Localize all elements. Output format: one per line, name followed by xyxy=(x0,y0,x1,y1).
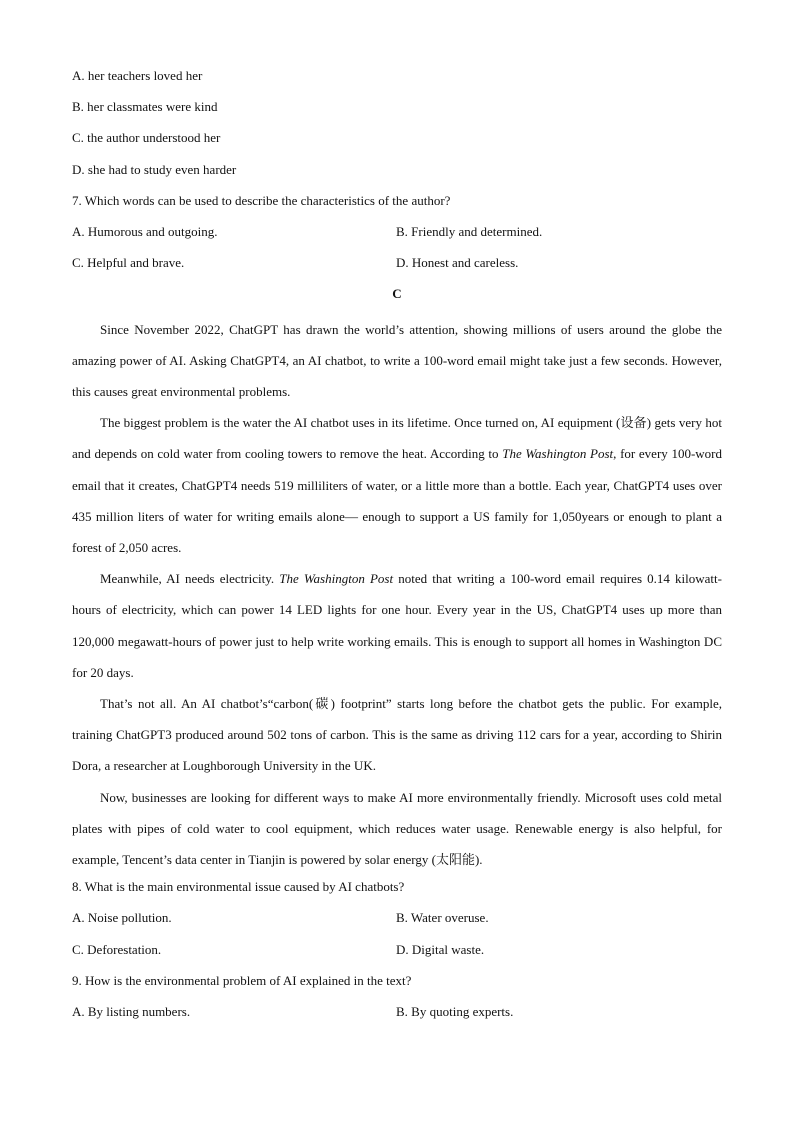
q8-option-b: B. Water overuse. xyxy=(396,910,489,926)
q8-question: 8. What is the main environmental issue caused by AI chatbots? xyxy=(72,879,405,895)
section-title: C xyxy=(392,286,402,302)
q8-option-d: D. Digital waste. xyxy=(396,941,485,957)
q8-option-a: A. Noise pollution. xyxy=(72,910,172,926)
passage-paragraph-2 xyxy=(72,407,722,563)
q6-option-b: B. her classmates were kind xyxy=(72,99,218,115)
q7-question: 7. Which words can be used to describe the characteristics of the author? xyxy=(72,192,451,208)
q6-option-a: A. her teachers loved her xyxy=(72,68,203,83)
q8-options-row-1 xyxy=(72,906,722,937)
paragraph-3-text-b: noted that writing a 100-word email requires 0.14 kilowatt-hours of electricity, which can power 14 LED lights for one hour. Every year in the US, ChatGPT4 uses up more than 120,000 megawatt-hours of power just to help write working emails. This is enough to support all homes in Washington DC for 20 days. xyxy=(72,571,722,680)
q7-option-d: D. Honest and careless. xyxy=(396,255,519,271)
passage-paragraph-3 xyxy=(72,563,722,688)
q6-option-d: D. she had to study even harder xyxy=(72,161,237,177)
q9-question: 9. How is the environmental problem of AI explained in the text? xyxy=(72,972,412,988)
q9-option-a: A. By listing numbers. xyxy=(72,1003,191,1019)
q7-option-b: B. Friendly and determined. xyxy=(396,223,543,239)
passage-paragraph-5: Now, businesses are looking for different ways to make AI more environmentally friendly. Microsoft uses cold metal plates with pipes of cold water to cool equipment, which reduces water usage. Renewable energy is also helpful, for example, Tencent’s data center in Tianjin is powered by solar energy (太阳能). xyxy=(72,789,722,867)
passage-paragraph-4: That’s not all. An AI chatbot’s“carbon(碳) footprint” starts long before the chatbot gets the public. For example, training ChatGPT3 produced around 502 tons of carbon. This is the same as driving 112 cars for a year, according to Shirin Dora, a researcher at Loughborough University in the UK. xyxy=(72,695,722,774)
passage-paragraph-1: Since November 2022, ChatGPT has drawn the world’s attention, showing millions of users around the globe the amazing power of AI. Asking ChatGPT4, an AI chatbot, to write a 100-word email might take just a few seconds. However, this causes great environmental problems. xyxy=(72,321,722,399)
q7-options-row-2 xyxy=(72,251,722,282)
paragraph-2-text-a: The biggest problem is the water the AI chatbot uses in its lifetime. Once turned on, AI equipment (设备) gets very hot and depends on cold water from cooling towers to remove the heat. According to xyxy=(72,415,722,462)
q9-option-b: B. By quoting experts. xyxy=(396,1003,514,1019)
exam-page xyxy=(72,64,722,1031)
source-title: The Washington Post xyxy=(279,571,394,587)
q8-option-c: C. Deforestation. xyxy=(72,941,162,957)
q9-options-row-1 xyxy=(72,1000,722,1031)
paragraph-2-text-b: , for every 100-word email that it creates, ChatGPT4 needs 519 milliliters of water, or a little more than a bottle. Each year, ChatGPT4 uses over 435 million liters of water for writing emails alone— enough to support a US family for 1,050years or enough to plant a forest of 2,050 acres. xyxy=(72,446,723,555)
q7-option-c: C. Helpful and brave. xyxy=(72,255,185,271)
q6-option-c: C. the author understood her xyxy=(72,130,221,146)
q7-option-a: A. Humorous and outgoing. xyxy=(72,223,218,239)
q7-options-row-1 xyxy=(72,220,722,251)
paragraph-3-text-a: Meanwhile, AI needs electricity. xyxy=(100,571,280,587)
source-title: The Washington Post xyxy=(502,446,614,462)
q8-options-row-2 xyxy=(72,938,722,969)
